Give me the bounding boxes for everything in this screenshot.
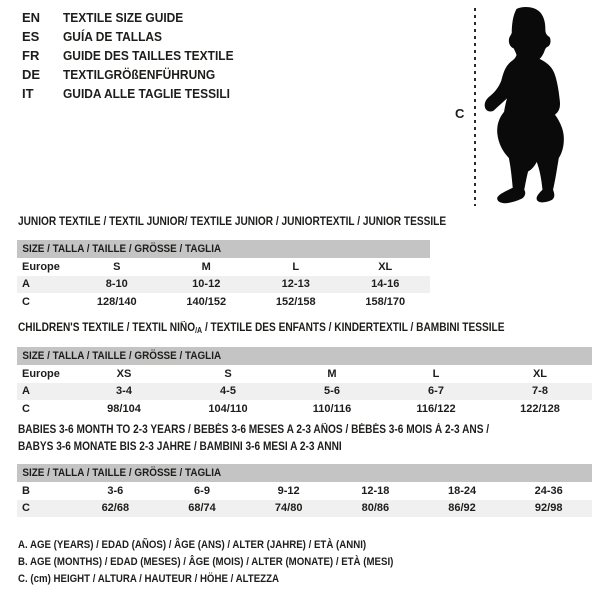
children-table-rows	[17, 365, 592, 418]
language-row	[22, 27, 248, 46]
table-cell: 98/104	[107, 402, 141, 415]
section-heading-babies-line1: BABIES 3-6 MONTH TO 2-3 YEARS / BEBÉS 3-6 MESES A 2-3 AÑOS / BÉBÉS 3-6 MOIS À 2-3 ANS /	[18, 424, 490, 436]
footnote-legend	[18, 537, 445, 588]
junior-size-table	[17, 240, 430, 311]
baby-silhouette-icon	[482, 6, 578, 208]
size-header-label: SIZE / TALLA / TAILLE / GRÖSSE / TAGLIA	[22, 243, 222, 255]
language-row	[22, 46, 248, 65]
row-label: B	[22, 484, 30, 497]
children-size-table	[17, 347, 592, 418]
table-cell: XS	[116, 367, 132, 380]
table-cell: 62/68	[101, 502, 130, 515]
language-code: DE	[22, 67, 41, 82]
table-cell: S	[113, 260, 121, 273]
language-row	[22, 84, 248, 103]
table-cell: 3-6	[107, 484, 124, 497]
row-label: Europe	[22, 260, 60, 273]
table-cell: 104/110	[208, 402, 248, 415]
row-label: C	[22, 402, 30, 415]
row-label: Europe	[22, 367, 60, 380]
table-cell: 116/122	[416, 402, 456, 415]
table-cell: 80/86	[361, 502, 390, 515]
table-row	[17, 482, 592, 500]
size-header-bar	[17, 347, 592, 365]
table-cell: 14-16	[371, 278, 400, 291]
table-cell: 74/80	[274, 502, 303, 515]
table-cell: M	[327, 367, 337, 380]
table-cell: L	[432, 367, 440, 380]
table-cell: M	[201, 260, 211, 273]
row-label: C	[22, 295, 30, 308]
table-cell: XL	[532, 367, 548, 380]
table-cell: 10-12	[192, 278, 221, 291]
language-title: GUIDE DES TAILLES TEXTILE	[63, 48, 234, 63]
language-code: ES	[22, 29, 40, 44]
table-cell: 128/140	[96, 295, 137, 308]
section-heading-junior: JUNIOR TEXTILE / TEXTIL JUNIOR/ TEXTILE JUNIOR / JUNIORTEXTIL / JUNIOR TESSILE	[18, 216, 447, 228]
table-cell: 110/116	[312, 402, 352, 415]
language-row	[22, 8, 248, 27]
language-title-list	[22, 8, 248, 103]
table-cell: 7-8	[532, 385, 548, 398]
table-cell: 158/170	[365, 295, 406, 308]
language-row	[22, 65, 248, 84]
table-cell: 12-13	[281, 278, 310, 291]
footnote-b: B. AGE (MONTHS) / EDAD (MESES) / ÂGE (MOIS) / ALTER (MONATE) / ETÀ (MESI)	[18, 556, 394, 568]
language-title: TEXTILE SIZE GUIDE	[63, 10, 184, 25]
babies-size-table	[17, 464, 592, 517]
table-cell: 5-6	[324, 385, 340, 398]
height-measure-label: C	[455, 106, 465, 121]
table-cell: 18-24	[447, 484, 477, 497]
section-heading-children	[18, 320, 504, 339]
footnote-c: C. (cm) HEIGHT / ALTURA / HAUTEUR / HÖHE / ALTEZZA	[18, 573, 280, 585]
size-header-label: SIZE / TALLA / TAILLE / GRÖSSE / TAGLIA	[22, 467, 222, 479]
row-label: A	[22, 385, 30, 398]
table-cell: 152/158	[275, 295, 316, 308]
table-cell: 6-9	[194, 484, 210, 497]
table-row	[17, 500, 592, 518]
table-cell: S	[224, 367, 232, 380]
row-label: C	[22, 502, 30, 515]
table-cell: 3-4	[116, 385, 132, 398]
table-cell: 6-7	[428, 385, 444, 398]
table-cell: 86/92	[448, 502, 476, 515]
table-cell: 92/98	[534, 502, 563, 515]
table-row	[17, 276, 430, 294]
language-title: TEXTILGRÖßENFÜHRUNG	[63, 67, 216, 82]
children-heading-main: CHILDREN'S TEXTILE / TEXTIL NIÑO	[18, 322, 196, 334]
table-cell: 122/128	[520, 402, 560, 415]
table-row	[17, 383, 592, 401]
babies-table-rows	[17, 482, 592, 517]
language-code: IT	[22, 86, 34, 101]
junior-table-rows	[17, 258, 430, 311]
language-code: EN	[22, 10, 41, 25]
size-header-label: SIZE / TALLA / TAILLE / GRÖSSE / TAGLIA	[22, 350, 222, 362]
children-heading-rest: / TEXTILE DES ENFANTS / KINDERTEXTIL / BAMBINI TESSILE	[202, 322, 505, 334]
children-heading-subscript: /A	[195, 326, 203, 335]
table-cell: 9-12	[277, 484, 300, 497]
row-label: A	[22, 278, 30, 291]
table-row	[17, 258, 430, 276]
table-cell: 140/152	[186, 295, 227, 308]
table-cell: XL	[378, 260, 393, 273]
size-header-bar	[17, 464, 592, 482]
table-cell: 68/74	[188, 502, 216, 515]
table-row	[17, 293, 430, 311]
table-cell: 24-36	[534, 484, 563, 497]
size-header-bar	[17, 240, 430, 258]
table-row	[17, 400, 592, 418]
table-row	[17, 365, 592, 383]
language-title: GUÍA DE TALLAS	[63, 29, 163, 44]
section-heading-babies-line2: BABYS 3-6 MONATE BIS 2-3 JAHRE / BAMBINI 3-6 MESI A 2-3 ANNI	[18, 441, 342, 453]
language-title: GUIDA ALLE TAGLIE TESSILI	[63, 86, 231, 101]
table-cell: 8-10	[105, 278, 128, 291]
language-code: FR	[22, 48, 40, 63]
footnote-a: A. AGE (YEARS) / EDAD (AÑOS) / ÂGE (ANS) / ALTER (JAHRE) / ETÀ (ANNI)	[18, 539, 367, 551]
height-measure-dashed-line	[474, 8, 476, 206]
table-cell: L	[292, 260, 300, 273]
table-cell: 12-18	[361, 484, 390, 497]
table-cell: 4-5	[220, 385, 236, 398]
